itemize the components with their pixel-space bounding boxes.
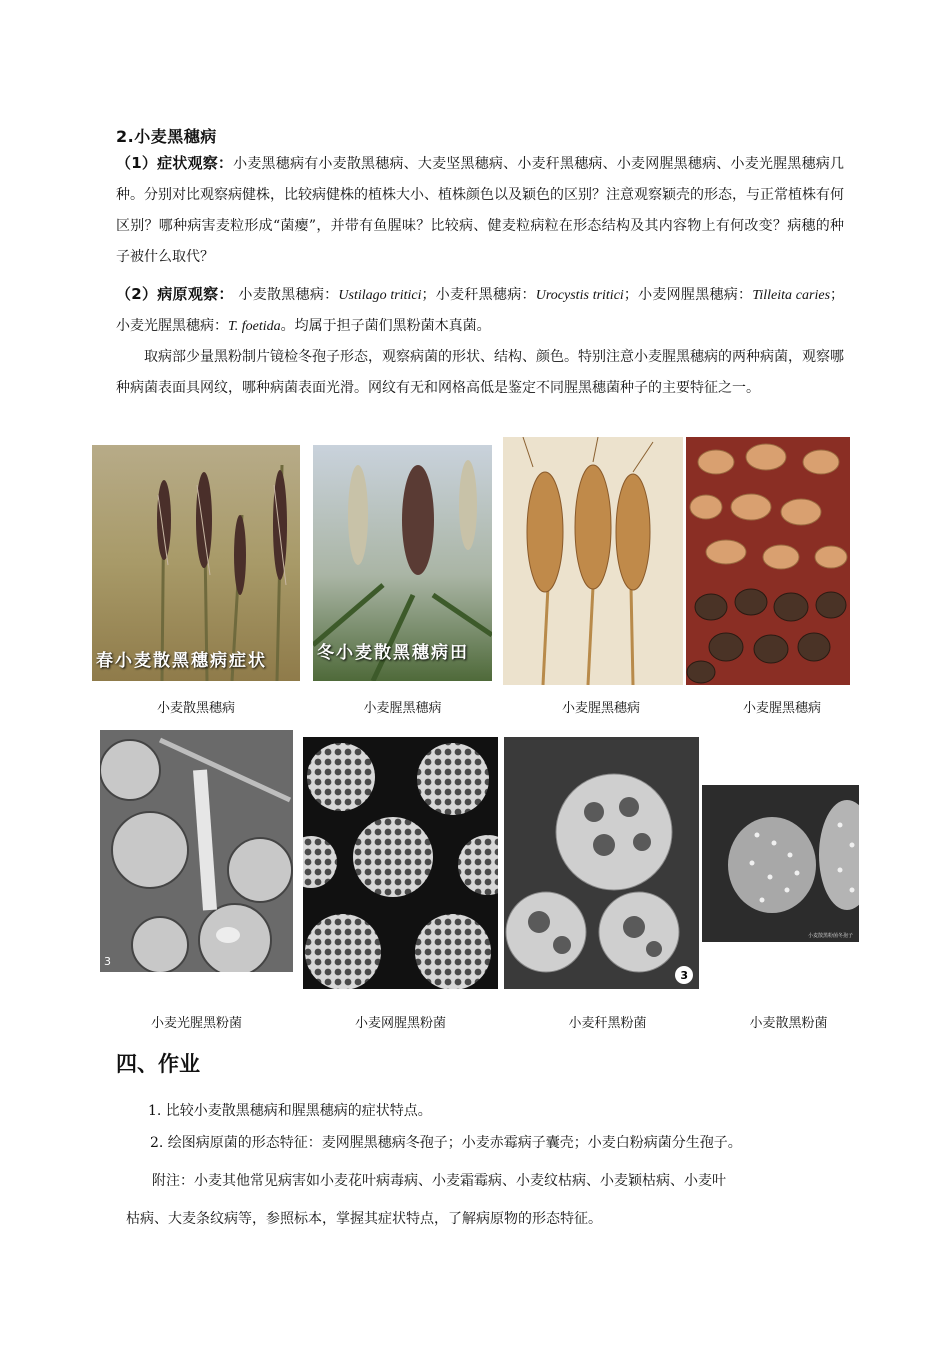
photo-caption: 小麦腥黑穗病 xyxy=(363,701,442,716)
loose-smut-winter-wheat-photo xyxy=(313,445,492,681)
latin-name: T. foetida xyxy=(228,319,281,334)
bunt-wheat-heads-photo xyxy=(503,437,683,685)
method-paragraph: 取病部少量黑粉制片镜检冬孢子形态，观察病菌的形状、结构、颜色。特别注意小麦腥黑穗病的两种病菌，观察哪种病菌表面具网纹，哪种病菌表面光滑。网纹有无和网格高低是鉴定不同腥黑穗菌种子的主要特征之一。 xyxy=(116,349,844,396)
latin-name: Tilleita caries xyxy=(752,288,831,303)
photo-overlay-label: 冬小麦散黑穗病田 xyxy=(317,643,469,663)
smooth-bunt-spores-micrograph xyxy=(100,730,293,972)
flag-smut-spores-micrograph xyxy=(504,737,699,989)
photo-overlay-label: 春小麦散黑穗病症状 xyxy=(96,651,267,671)
bunt-grains-photo xyxy=(686,437,850,685)
latin-name: Urocystis tritici xyxy=(535,288,624,303)
pathogen-paragraph xyxy=(116,279,844,342)
symptom-text: 小麦黑穗病有小麦散黑穗病、大麦坚黑穗病、小麦秆黑穗病、小麦网腥黑穗病、小麦光腥黑穗病几种。分别对比观察病健株，比较病健株的植株大小、植株颜色以及颖色的区别？注意观察颖壳的形态，与正常植株有何区别？哪种病害麦粒形成“菌瘿”，并带有鱼腥味？比较病、健麦粒病粒在形态结构及其内容物上有何改变？病穗的种子被什么取代？ xyxy=(116,156,844,265)
micrograph-number: 3 xyxy=(680,969,688,982)
symptom-paragraph xyxy=(116,148,844,273)
photo-caption: 小麦光腥黑粉菌 xyxy=(150,1016,242,1031)
homework-item-2: 2. 绘图病原菌的形态特征：麦网腥黑穗病冬孢子；小麦赤霉病子囊壳；小麦白粉病菌分生孢子。 xyxy=(150,1135,742,1151)
latin-name: Ustilago tritici xyxy=(338,288,422,303)
photo-caption: 小麦散黑穗病 xyxy=(156,701,235,716)
pathogen-label: （2）病原观察： xyxy=(116,285,234,303)
loose-smut-spores-micrograph xyxy=(702,785,859,942)
homework-note-line-1: 附注：小麦其他常见病害如小麦花叶病毒病、小麦霜霉病、小麦纹枯病、小麦颖枯病、小麦叶 xyxy=(152,1173,726,1189)
pathogen-text: 。均属于担子菌们黑粉菌木真菌。 xyxy=(280,318,491,334)
photo-caption: 小麦网腥黑粉菌 xyxy=(354,1016,446,1031)
pathogen-text: 小麦散黑穗病： xyxy=(233,287,339,303)
net-bunt-spores-micrograph xyxy=(303,737,498,989)
homework-heading: 四、作业 xyxy=(116,1052,200,1076)
pathogen-text: ；小麦秆黑穗病： xyxy=(421,287,536,303)
homework-item-1: 1. 比较小麦散黑穗病和腥黑穗病的症状特点。 xyxy=(148,1103,432,1119)
homework-note-line-2: 枯病、大麦条纹病等，参照标本，掌握其症状特点，了解病原物的形态特征。 xyxy=(126,1211,602,1227)
symptom-label: （1）症状观察： xyxy=(116,154,234,172)
pathogen-text: ；小麦光腥黑穗病： xyxy=(116,287,845,334)
micrograph-number: 3 xyxy=(104,955,111,968)
loose-smut-spring-wheat-photo xyxy=(92,445,300,681)
photo-caption: 小麦散黑粉菌 xyxy=(749,1016,828,1031)
section-title: 2.小麦黑穗病 xyxy=(116,127,217,146)
photo-caption: 小麦腥黑穗病 xyxy=(742,701,821,716)
photo-caption: 小麦秆黑粉菌 xyxy=(568,1016,647,1031)
pathogen-text: ；小麦网腥黑穗病： xyxy=(623,287,753,303)
photo-caption: 小麦腥黑穗病 xyxy=(561,701,640,716)
micrograph-tiny-label: 小麦散黑粉菌冬孢子 xyxy=(807,933,853,939)
